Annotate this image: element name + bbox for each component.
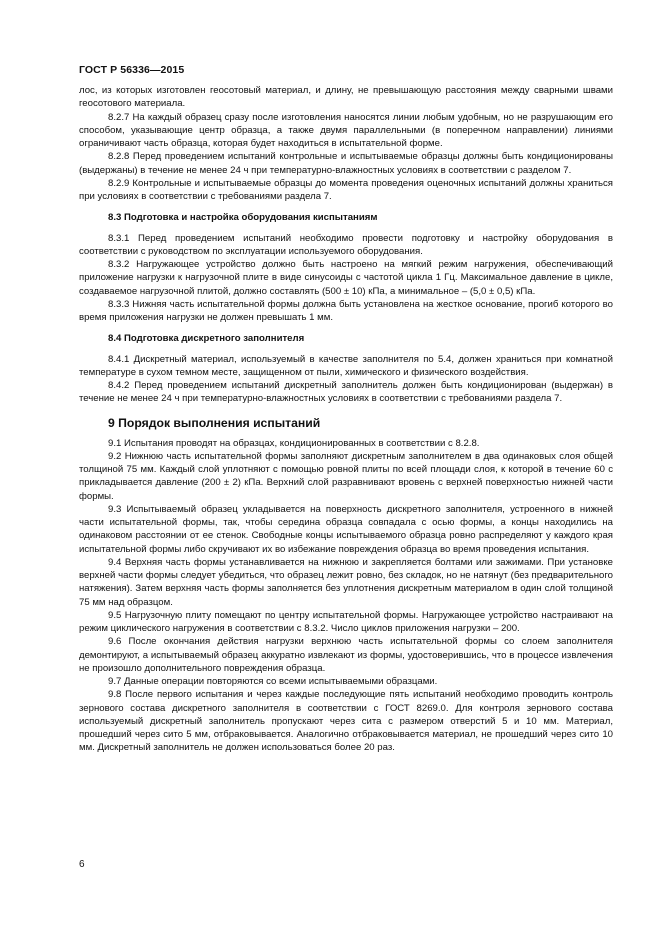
paragraph-9-6: 9.6 После окончания действия нагрузки верхнюю часть испытательной формы со слоем заполнителя демонтируют, а испытываемый образец аккуратно извлекают из формы, удостоверившись, что в процессе извлечения не произошло дополнительного повреждения образца. xyxy=(79,636,613,674)
paragraph-8-4-2: 8.4.2 Перед проведением испытаний дискретный заполнитель должен быть кондиционирован (выдержан) в течение не менее 24 ч при температурно-влажностных условиях в соответствии с требованиями раздела 7. xyxy=(79,380,613,405)
paragraph-8-3-1: 8.3.1 Перед проведением испытаний необходимо провести подготовку и настройку оборудования в соответствии с руководством по эксплуатации используемого оборудования. xyxy=(79,232,613,257)
document-body xyxy=(79,84,613,755)
heading-8-4: 8.4 Подготовка дискретного заполнителя xyxy=(108,333,305,345)
paragraph-8-2-8: 8.2.8 Перед проведением испытаний контрольные и испытываемые образцы должны быть кондиционированы (выдержаны) в течение не менее 24 ч при температурно-влажностных условиях в соответствии с разделом 7. xyxy=(79,151,613,176)
paragraph-continuation: лос, из которых изготовлен геосотовый материал, и длину, не превышающую расстояния между сварными швами геосотового материала. xyxy=(79,85,613,110)
paragraph-9-8: 9.8 После первого испытания и через каждые последующие пять испытаний необходимо проводить контроль зернового состава дискретного заполнителя в соответствии с ГОСТ 8269.0. Для контроля зернового состава используемый дискретный заполнитель пропускают через сита с размером отверстий 5 и 10 мм. Материал, прошедший через сито 5 мм, отбраковывается. Аналогично отбраковывается материал, не прошедший через сито 10 мм. Дискретный заполнитель не должен использоваться более 20 раз. xyxy=(79,689,613,754)
paragraph-8-2-7: 8.2.7 На каждый образец сразу после изготовления наносятся линии любым удобным, но не разрушающим его способом, указывающие центр образца, а также двумя параллельными (в поперечном направлении) линиями ограничивают часть образца, которая будет находиться в испытательной форме. xyxy=(79,111,613,149)
document-header-title: ГОСТ Р 56336—2015 xyxy=(79,64,185,76)
paragraph-8-3-2: 8.3.2 Нагружающее устройство должно быть настроено на мягкий режим нагружения, обеспечивающий приложение нагрузки к нагрузочной плите в виде синусоиды с частотой цикла 1 Гц. Максимальное давление в цикле, создаваемое нагрузочной плитой, должно составлять (500 ± 10) кПа, а минимальное – (5,0 ± 0,5) кПа. xyxy=(79,259,613,297)
paragraph-9-4: 9.4 Верхняя часть формы устанавливается на нижнюю и закрепляется болтами или зажимами. При установке верхней части формы следует убедиться, что образец лежит ровно, без складок, но не натянут (без предварительного натяжения). Затем верхняя часть формы заполняется без уплотнения дискретным материалом в один слой толщиной 75 мм над образцом. xyxy=(79,556,613,608)
paragraph-8-4-1: 8.4.1 Дискретный материал, используемый в качестве заполнителя по 5.4, должен храниться при комнатной температуре в сухом темном месте, защищенном от пыли, химического и физического воздействия. xyxy=(79,353,613,378)
page-number: 6 xyxy=(79,859,85,870)
paragraph-9-1: 9.1 Испытания проводят на образцах, кондиционированных в соответствии с 8.2.8. xyxy=(108,437,480,449)
paragraph-9-2: 9.2 Нижнюю часть испытательной формы заполняют дискретным заполнителем в два одинаковых слоя общей толщиной 75 мм. Каждый слой уплотняют с помощью ровной плиты по всей площади слоя, к которой в течение 60 с прикладывается давление (200 ± 2) кПа. Верхний слой разравнивают вровень с верхней поверхностью нижней части формы. xyxy=(79,450,613,502)
paragraph-8-3-3: 8.3.3 Нижняя часть испытательной формы должна быть установлена на жесткое основание, прогиб которого во время приложения нагрузки не должен превышать 1 мм. xyxy=(79,298,613,323)
paragraph-8-2-9: 8.2.9 Контрольные и испытываемые образцы до момента проведения оценочных испытаний должны храниться при условиях в соответствии с требованиями раздела 7. xyxy=(79,177,613,202)
paragraph-9-3: 9.3 Испытываемый образец укладывается на поверхность дискретного заполнителя, устроенного в нижней части испытательной формы, так, чтобы середина образца совпадала с осью формы, а концы находились на одинаковом расстоянии от ее стенок. Свободные концы испытываемого образца ровно распределяют у каждого края испытательной формы либо скручивают их во избежание повреждения образца во время проведения испытания. xyxy=(79,503,613,555)
paragraph-9-7: 9.7 Данные операции повторяются со всеми испытываемыми образцами. xyxy=(108,676,438,687)
heading-8-3: 8.3 Подготовка и настройка оборудования киспытаниям xyxy=(108,212,378,224)
paragraph-9-5: 9.5 Нагрузочную плиту помещают по центру испытательной формы. Нагружающее устройство настраивают на режим циклического нагружения в соответствии с 8.3.2. Число циклов приложения нагрузки – 200. xyxy=(79,609,613,634)
heading-9: 9 Порядок выполнения испытаний xyxy=(108,415,321,430)
